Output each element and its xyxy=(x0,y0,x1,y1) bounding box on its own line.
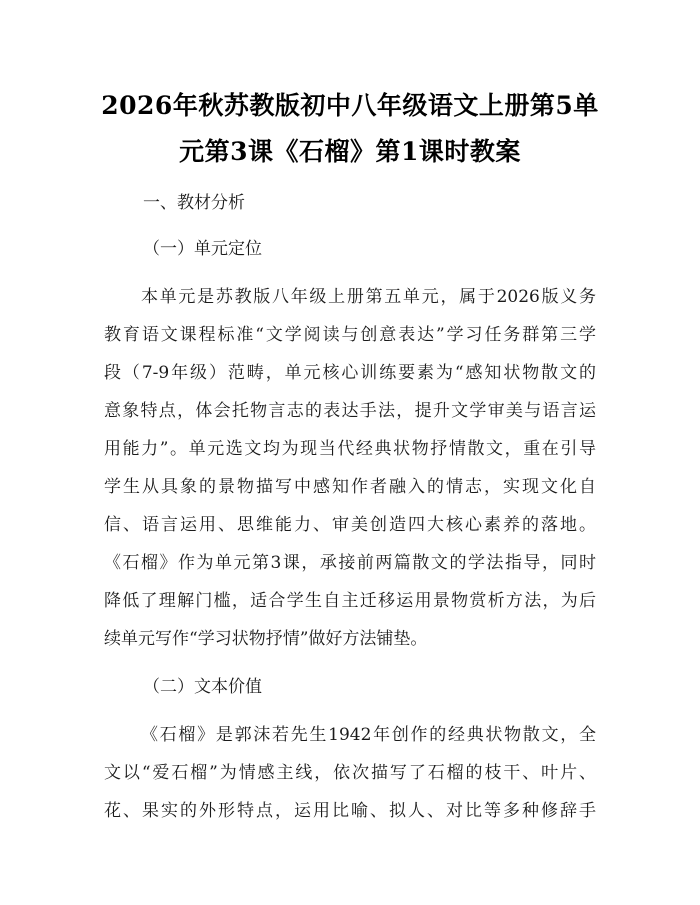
paragraph-1-line: 《石榴》作为单元第3课，承接前两篇散文的学法指导，同时 xyxy=(104,553,596,573)
paragraph-1-line: 续单元写作“学习状物抒情”做好方法铺垫。 xyxy=(104,629,428,649)
paragraph-1-line: 段（7-9年级）范畴，单元核心训练要素为“感知状物散文的 xyxy=(104,363,596,383)
paragraph-1-line: 教育语文课程标准“文学阅读与创意表达”学习任务群第三学 xyxy=(104,325,596,345)
paragraph-2-line: 《石榴》是郭沫若先生1942年创作的经典状物散文，全 xyxy=(141,725,596,745)
paragraph-1-line: 信、语言运用、思维能力、审美创造四大核心素养的落地。 xyxy=(104,515,596,535)
paragraph-1-line: 意象特点，体会托物言志的表达手法，提升文学审美与语言运 xyxy=(104,401,596,421)
paragraph-1-line: 降低了理解门槛，适合学生自主迁移运用景物赏析方法，为后 xyxy=(104,591,596,611)
document-title-line-2: 元第3课《石榴》第1课时教案 xyxy=(179,137,521,166)
paragraph-2-line: 花、果实的外形特点，运用比喻、拟人、对比等多种修辞手 xyxy=(104,801,596,821)
document-title-line-1: 2026年秋苏教版初中八年级语文上册第5单 xyxy=(101,91,599,120)
paragraph-1-line: 本单元是苏教版八年级上册第五单元，属于2026版义务 xyxy=(141,287,596,307)
subsection-heading-text-value: （二）文本价值 xyxy=(143,677,262,697)
subsection-heading-unit-positioning: （一）单元定位 xyxy=(143,239,262,259)
paragraph-1-line: 用能力”。单元选文均为现当代经典状物抒情散文，重在引导 xyxy=(104,439,596,459)
section-heading-textbook-analysis: 一、教材分析 xyxy=(143,193,245,213)
paragraph-2-line: 文以“爱石榴”为情感主线，依次描写了石榴的枝干、叶片、 xyxy=(104,763,596,783)
paragraph-1-line: 学生从具象的景物描写中感知作者融入的情志，实现文化自 xyxy=(104,477,596,497)
